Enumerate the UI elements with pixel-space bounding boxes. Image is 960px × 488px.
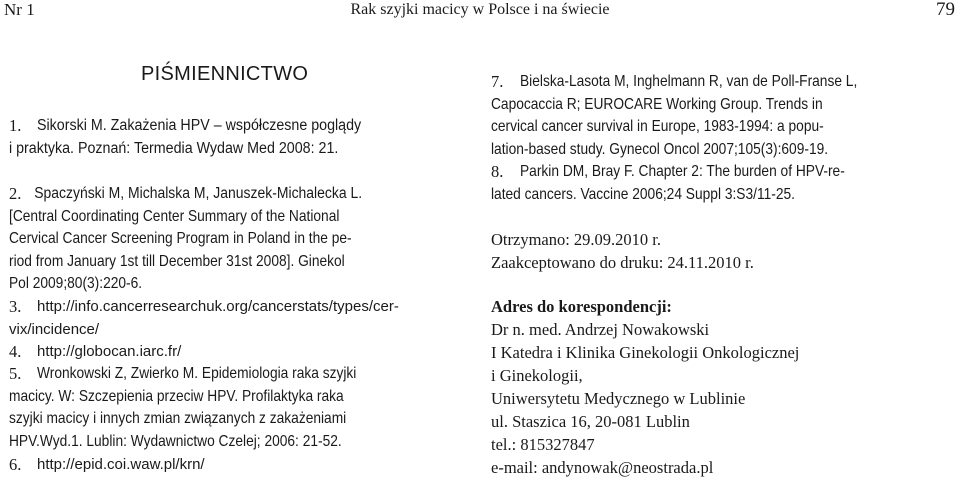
reference-text-line: Bielska-Lasota M, Inghelmann R, van de Poll-Franse L, [520, 73, 858, 90]
reference-text-line: Pol 2009;80(3):220-6. [9, 275, 143, 293]
page-number: 79 [936, 0, 955, 20]
reference-text-line[interactable]: http://globocan.iarc.fr/ [37, 343, 182, 360]
running-header-issue: Nr 1 [4, 0, 35, 19]
reference-item [9, 296, 471, 341]
reference-text-line: Parkin DM, Bray F. Chapter 2: The burden of HPV-re- [520, 163, 845, 180]
reference-number: 5. [9, 364, 22, 383]
address-line: tel.: 815327847 [491, 435, 595, 454]
reference-number: 6. [9, 455, 22, 474]
correspondence-heading: Adres do korespondencji: [491, 297, 672, 316]
email-address: e-mail: andynowak@neostrada.pl [491, 458, 714, 477]
reference-text-line: Wronkowski Z, Zwierko M. Epidemiologia raka szyjki [37, 365, 357, 382]
reference-text-line[interactable]: http://epid.coi.waw.pl/krn/ [37, 456, 205, 473]
reference-number: 4. [9, 342, 22, 361]
reference-text-line: lation-based study. Gynecol Oncol 2007;105(3):609-19. [491, 140, 829, 158]
reference-text-line: Capocaccia R; EUROCARE Working Group. Trends in [491, 95, 823, 113]
reference-text-line: HPV.Wyd.1. Lublin: Wydawnictwo Czelej; 2006: 21-52. [9, 432, 342, 450]
reference-item [9, 183, 471, 296]
reference-number: 1. [9, 116, 22, 135]
reference-item [491, 161, 955, 206]
reference-item [9, 341, 471, 364]
reference-number: 2. [9, 184, 22, 203]
reference-number: 3. [9, 297, 22, 316]
accepted-date: Zaakceptowano do druku: 24.11.2010 r. [491, 253, 754, 272]
reference-text-line: Cervical Cancer Screening Program in Poland in the pe- [9, 230, 352, 248]
running-header-title: Rak szyjki macicy w Polsce i na świecie [350, 1, 610, 18]
reference-text-line: Sikorski M. Zakażenia HPV – współczesne poglądy [37, 117, 362, 134]
reference-number: 8. [491, 162, 504, 181]
reference-text-line[interactable]: http://info.cancerresearchuk.org/cancerstats/types/cer- [37, 298, 399, 315]
reference-text-line: [Central Coordinating Center Summary of the National [9, 207, 340, 225]
received-date: Otrzymano: 29.09.2010 r. [491, 230, 662, 249]
reference-text-line: riod from January 1st till December 31st 2008]. Ginekol [9, 252, 345, 270]
reference-text-line: szyjki macicy i innych zmian związanych z zakażeniami [9, 410, 347, 428]
section-title: PIŚMIENNICTWO [141, 63, 309, 85]
reference-text-line[interactable]: vix/incidence/ [9, 320, 100, 338]
reference-text-line: i praktyka. Poznań: Termedia Wydaw Med 2008: 21. [9, 139, 339, 157]
address-line: i Ginekologii, [491, 366, 583, 385]
address-line: Dr n. med. Andrzej Nowakowski [491, 320, 710, 339]
reference-item [9, 115, 471, 160]
reference-text-line: macicy. W: Szczepienia przeciw HPV. Profilaktyka raka [9, 387, 344, 405]
address-line: Uniwersytetu Medycznego w Lublinie [491, 389, 746, 408]
reference-text-line: cervical cancer survival in Europe, 1983-1994: a popu- [491, 118, 824, 136]
reference-text-line: Spaczyński M, Michalska M, Januszek-Michalecka L. [34, 185, 363, 202]
reference-text-line: lated cancers. Vaccine 2006;24 Suppl 3:S3/11-25. [491, 185, 795, 203]
reference-item [9, 363, 471, 453]
reference-item [9, 454, 471, 477]
address-line: I Katedra i Klinika Ginekologii Onkologicznej [491, 343, 800, 362]
reference-item [491, 71, 955, 161]
reference-number: 7. [491, 72, 504, 91]
address-line: ul. Staszica 16, 20-081 Lublin [491, 412, 690, 431]
